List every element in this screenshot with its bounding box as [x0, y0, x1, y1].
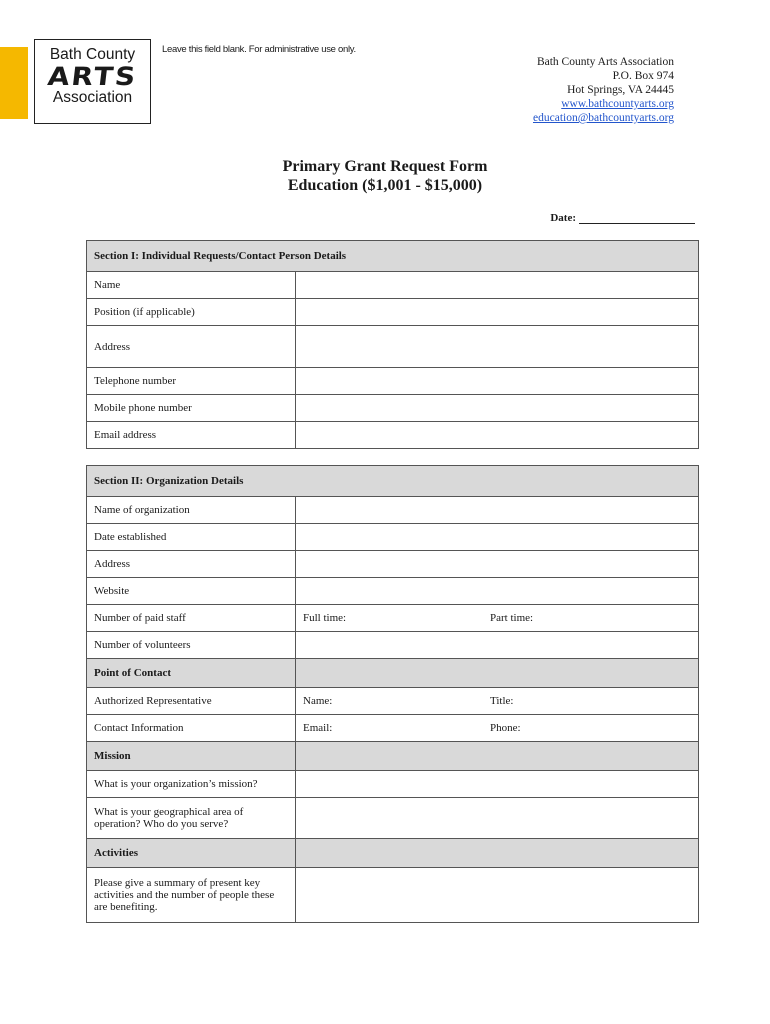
bath-county-arts-logo [34, 39, 151, 124]
full-time-label: Full time: [303, 612, 347, 624]
address-input[interactable] [296, 326, 699, 368]
paid-staff-input[interactable] [296, 605, 699, 632]
date-field [550, 212, 695, 224]
website-label: Website [87, 578, 296, 605]
form-title-line-1: Primary Grant Request Form [282, 158, 488, 175]
website-input[interactable] [296, 578, 699, 605]
activities-shade [296, 839, 699, 868]
logo-line-1: Bath County [49, 46, 136, 63]
email-link[interactable]: education@bathcountyarts.org [533, 112, 674, 124]
geography-input[interactable] [296, 798, 699, 839]
part-time-label: Part time: [490, 612, 534, 624]
rep-title-label: Title: [490, 695, 514, 707]
point-of-contact-shade [296, 659, 699, 688]
telephone-input[interactable] [296, 368, 699, 395]
contact-info-input[interactable] [296, 715, 699, 742]
org-address-label: Address [87, 551, 296, 578]
mission-question: What is your organization’s mission? [87, 771, 296, 798]
rep-name-label: Name: [303, 695, 333, 707]
authorized-rep-input[interactable] [296, 688, 699, 715]
contact-email-label: Email: [303, 722, 333, 734]
org-name-input[interactable] [296, 497, 699, 524]
org-name-label: Name of organization [87, 497, 296, 524]
date-established-input[interactable] [296, 524, 699, 551]
section-1-table [86, 240, 699, 449]
date-input-line[interactable] [579, 212, 695, 224]
yellow-accent-bar [0, 47, 28, 119]
paid-staff-label: Number of paid staff [87, 605, 296, 632]
org-po-box: P.O. Box 974 [612, 70, 674, 82]
section-1-heading: Section I: Individual Requests/Contact Person Details [87, 241, 699, 272]
position-input[interactable] [296, 299, 699, 326]
date-established-label: Date established [87, 524, 296, 551]
logo-line-2: ARTS [46, 61, 139, 92]
mission-shade [296, 742, 699, 771]
geography-question: What is your geographical area of operation? Who do you serve? [87, 798, 296, 839]
position-label: Position (if applicable) [87, 299, 296, 326]
telephone-label: Telephone number [87, 368, 296, 395]
authorized-rep-label: Authorized Representative [87, 688, 296, 715]
activities-input[interactable] [296, 868, 699, 923]
contact-info-label: Contact Information [87, 715, 296, 742]
name-label: Name [87, 272, 296, 299]
volunteers-label: Number of volunteers [87, 632, 296, 659]
activities-question: Please give a summary of present key activities and the number of people these are benefiting. [87, 868, 296, 923]
mobile-input[interactable] [296, 395, 699, 422]
activities-heading: Activities [87, 839, 296, 868]
org-address-block [533, 55, 674, 125]
website-link[interactable]: www.bathcountyarts.org [561, 98, 674, 110]
org-city: Hot Springs, VA 24445 [567, 84, 674, 96]
contact-phone-label: Phone: [490, 722, 521, 734]
point-of-contact-heading: Point of Contact [87, 659, 296, 688]
email-input[interactable] [296, 422, 699, 449]
address-label: Address [87, 326, 296, 368]
form-title [0, 157, 770, 195]
mobile-label: Mobile phone number [87, 395, 296, 422]
org-address-input[interactable] [296, 551, 699, 578]
email-label: Email address [87, 422, 296, 449]
section-2-heading: Section II: Organization Details [87, 466, 699, 497]
name-input[interactable] [296, 272, 699, 299]
mission-input[interactable] [296, 771, 699, 798]
date-label: Date: [550, 212, 576, 224]
form-title-line-2: Education ($1,001 - $15,000) [287, 177, 483, 194]
section-2-table [86, 465, 699, 923]
logo-line-3: Association [52, 89, 133, 106]
org-name: Bath County Arts Association [536, 56, 674, 68]
volunteers-input[interactable] [296, 632, 699, 659]
mission-heading: Mission [87, 742, 296, 771]
admin-note: Leave this field blank. For administrative use only. [162, 44, 356, 55]
